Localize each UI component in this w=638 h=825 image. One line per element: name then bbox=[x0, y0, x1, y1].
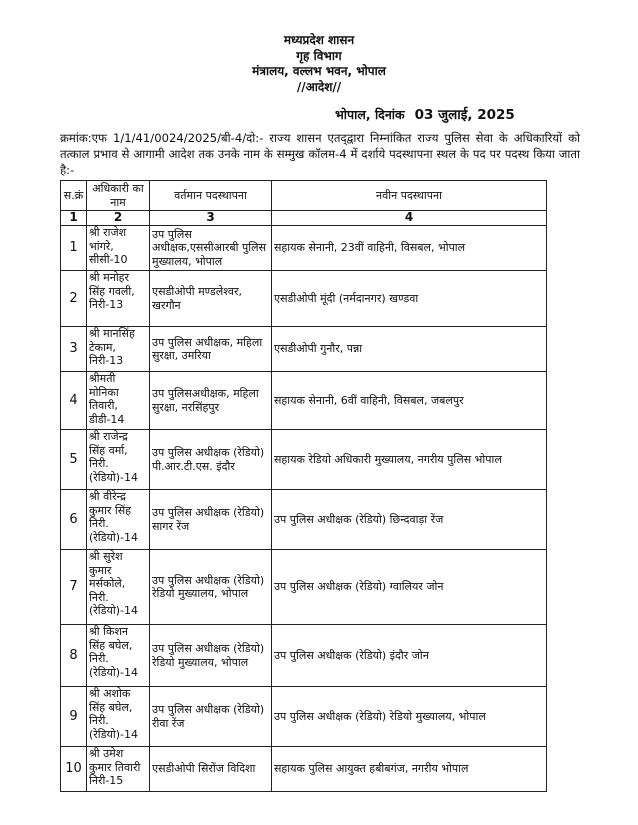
serial-number: 5 bbox=[61, 430, 87, 490]
serial-number: 8 bbox=[61, 625, 87, 687]
officer-name: श्री मानसिंह टेकाम, निरी-13 bbox=[87, 327, 150, 372]
table-row bbox=[61, 625, 547, 687]
colnum: 1 bbox=[61, 211, 87, 226]
current-posting: उप पुलिस अधीक्षक,एससीआरबी पुलिस मुख्यालय, भोपाल bbox=[150, 226, 272, 271]
postings-table bbox=[60, 180, 547, 792]
serial-number: 7 bbox=[61, 550, 87, 625]
current-posting: उप पुलिसअधीक्षक, महिला सुरक्षा, नरसिंहपुर bbox=[150, 372, 272, 430]
colnum: 2 bbox=[87, 211, 150, 226]
new-posting: एसडीओपी गुनौर, पन्ना bbox=[272, 327, 547, 372]
new-posting: एसडीओपी मूंदी (नर्मदानगर) खण्डवा bbox=[272, 271, 547, 327]
officer-name: श्री राजेन्द्र सिंह वर्मा, निरी. (रेडियो)-14 bbox=[87, 430, 150, 490]
table-row bbox=[61, 327, 547, 372]
reference-paragraph: क्रमांक:एफ 1/1/41/0024/2025/बी-4/दो:- राज्य शासन एतद्‌द्वारा निम्नांकित राज्य पुलिस सेवा के अधिकारियों को तत्काल प्रभाव से आगामी आदेश तक उनके नाम के सम्मुख कॉलम-4 में दर्शाये पदस्थापना स्थल के पद पर पदस्थ किया जाता है:- bbox=[60, 131, 580, 177]
officer-name: श्री सुरेश कुमार मर्सकोले, निरी. (रेडियो)-14 bbox=[87, 550, 150, 625]
table-row bbox=[61, 226, 547, 271]
current-posting: उप पुलिस अधीक्षक (रेडियो) रेडियो मुख्यालय, भोपाल bbox=[150, 625, 272, 687]
table-header-row bbox=[61, 181, 547, 211]
table-row bbox=[61, 747, 547, 792]
header-new-posting: नवीन पदस्थापना bbox=[272, 181, 547, 211]
current-posting: एसडीओपी सिरोंज विदिशा bbox=[150, 747, 272, 792]
colnum: 3 bbox=[150, 211, 272, 226]
document-header bbox=[0, 33, 638, 95]
header-serial: स.क्रं bbox=[61, 181, 87, 211]
officer-name: श्री उमेश कुमार तिवारी निरी-15 bbox=[87, 747, 150, 792]
date-place: भोपाल, दिनांक bbox=[335, 107, 405, 122]
new-posting: उप पुलिस अधीक्षक (रेडियो) रेडियो मुख्यालय, भोपाल bbox=[272, 687, 547, 747]
table-row bbox=[61, 550, 547, 625]
header-current-posting: वर्तमान पदस्थापना bbox=[150, 181, 272, 211]
officer-name: श्री वीरेन्द्र कुमार सिंह निरी. (रेडियो)-14 bbox=[87, 490, 150, 550]
table-row bbox=[61, 271, 547, 327]
serial-number: 10 bbox=[61, 747, 87, 792]
current-posting: एसडीओपी मण्डलेश्वर, खरगौन bbox=[150, 271, 272, 327]
table-row bbox=[61, 430, 547, 490]
new-posting: सहायक सेनानी, 6वीं वाहिनी, विसबल, जबलपुर bbox=[272, 372, 547, 430]
new-posting: उप पुलिस अधीक्षक (रेडियो) इंदौर जोन bbox=[272, 625, 547, 687]
header-government: मध्यप्रदेश शासन bbox=[283, 33, 355, 47]
header-order-title: //आदेश// bbox=[296, 79, 342, 94]
header-officer-name: अधिकारी का नाम bbox=[87, 181, 150, 211]
serial-number: 6 bbox=[61, 490, 87, 550]
header-department: गृह विभाग bbox=[296, 48, 342, 63]
column-number-row bbox=[61, 211, 547, 226]
officer-name: श्री मनोहर सिंह गवली, निरी-13 bbox=[87, 271, 150, 327]
header-address: मंत्रालय, वल्लभ भवन, भोपाल bbox=[252, 64, 386, 78]
serial-number: 4 bbox=[61, 372, 87, 430]
current-posting: उप पुलिस अधीक्षक (रेडियो) सागर रेंज bbox=[150, 490, 272, 550]
serial-number: 2 bbox=[61, 271, 87, 327]
new-posting: सहायक रेडियो अधिकारी मुख्यालय, नगरीय पुलिस भोपाल bbox=[272, 430, 547, 490]
serial-number: 1 bbox=[61, 226, 87, 271]
officer-name: श्री अशोक सिंह बघेल, निरी. (रेडियो)-14 bbox=[87, 687, 150, 747]
table-row bbox=[61, 490, 547, 550]
new-posting: उप पुलिस अधीक्षक (रेडियो) छिन्दवाड़ा रेंज bbox=[272, 490, 547, 550]
current-posting: उप पुलिस अधीक्षक (रेडियो) पी.आर.टी.एस. इंदौर bbox=[150, 430, 272, 490]
current-posting: उप पुलिस अधीक्षक, महिला सुरक्षा, उमरिया bbox=[150, 327, 272, 372]
table-row bbox=[61, 372, 547, 430]
order-date: 03 जुलाई, 2025 bbox=[414, 107, 515, 123]
colnum: 4 bbox=[272, 211, 547, 226]
serial-number: 9 bbox=[61, 687, 87, 747]
current-posting: उप पुलिस अधीक्षक (रेडियो) रीवा रेंज bbox=[150, 687, 272, 747]
officer-name: श्रीमती मोनिका तिवारी, डीडी-14 bbox=[87, 372, 150, 430]
new-posting: सहायक पुलिस आयुक्त हबीबगंज, नगरीय भोपाल bbox=[272, 747, 547, 792]
serial-number: 3 bbox=[61, 327, 87, 372]
table-row bbox=[61, 687, 547, 747]
officer-name: श्री किशन सिंह बघेल, निरी. (रेडियो)-14 bbox=[87, 625, 150, 687]
new-posting: उप पुलिस अधीक्षक (रेडियो) ग्वालियर जोन bbox=[272, 550, 547, 625]
current-posting: उप पुलिस अधीक्षक (रेडियो) रेडियो मुख्यालय, भोपाल bbox=[150, 550, 272, 625]
officer-name: श्री राजेश भांगरे, सीसी-10 bbox=[87, 226, 150, 271]
new-posting: सहायक सेनानी, 23वीं वाहिनी, विसबल, भोपाल bbox=[272, 226, 547, 271]
dateline bbox=[335, 105, 515, 123]
